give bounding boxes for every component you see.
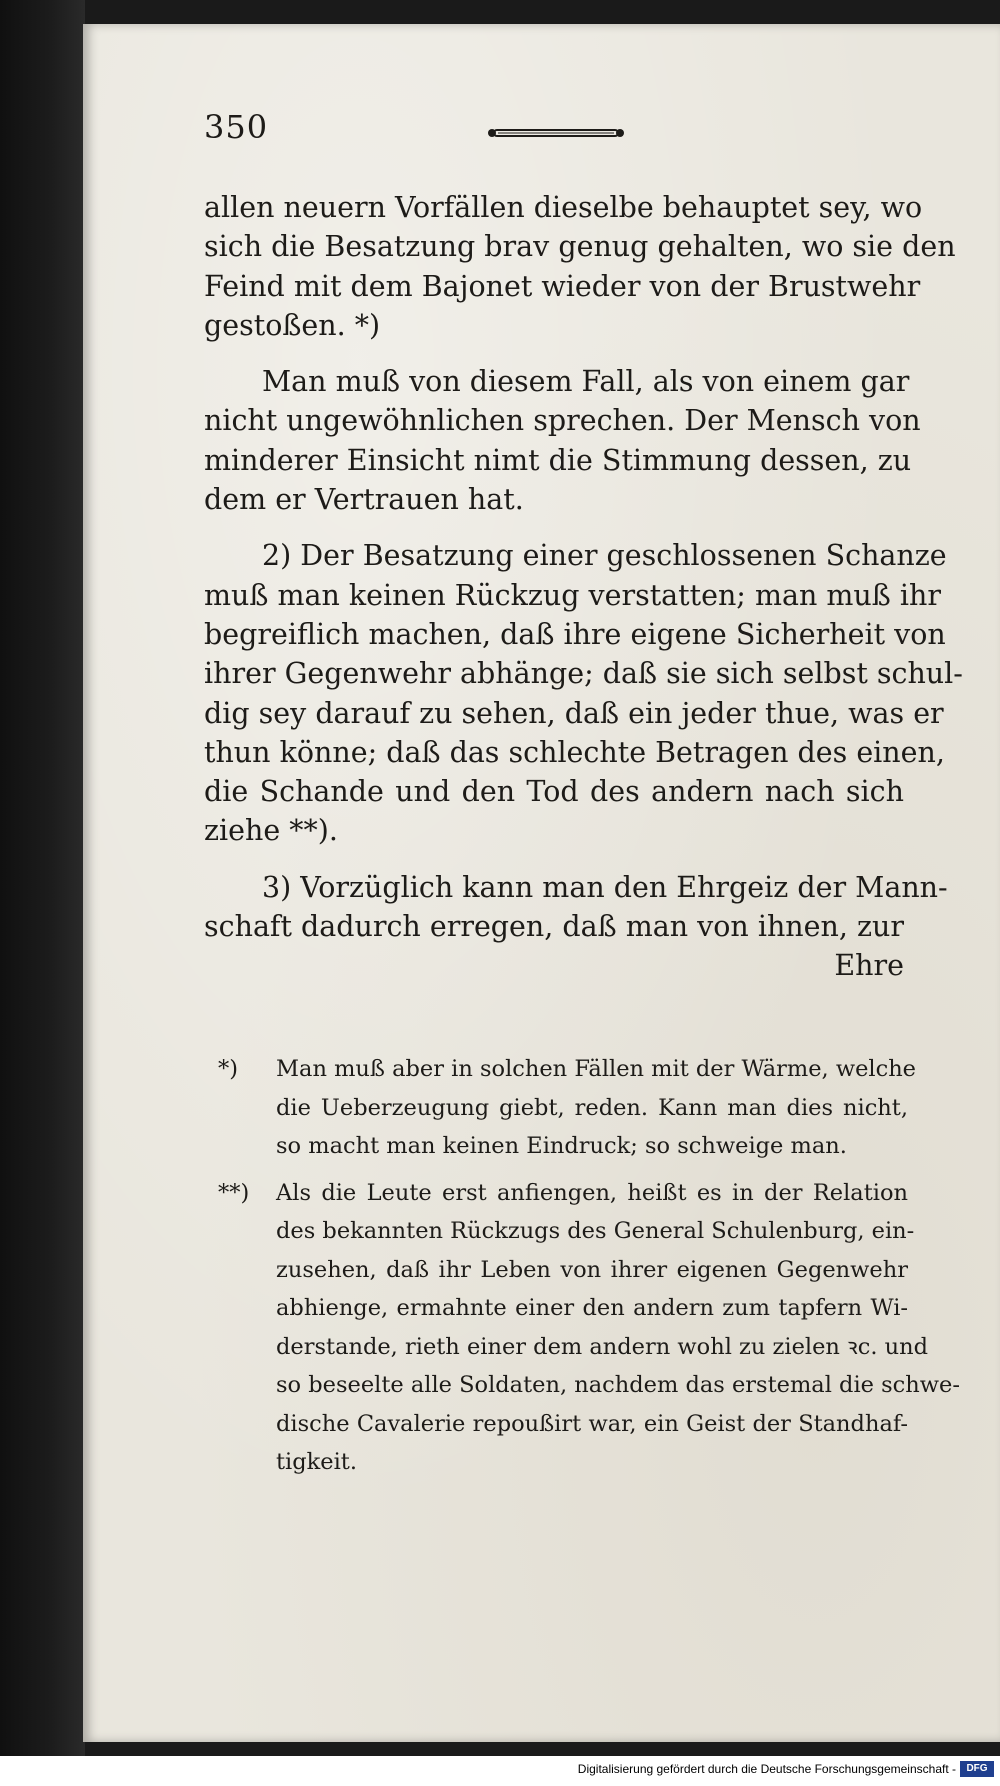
catchword: Ehre bbox=[834, 949, 904, 983]
scan-background bbox=[0, 0, 85, 1786]
paragraph-3 bbox=[204, 536, 963, 850]
text-line: Man muß von diesem Fall, als von einem gar bbox=[262, 365, 910, 399]
text-line: minderer Einsicht nimt die Stimmung dessen, zu bbox=[204, 443, 912, 477]
footnote-1 bbox=[218, 1050, 916, 1166]
footnote-line: dische Cavalerie repoußirt war, ein Geist der Standhaf- bbox=[276, 1410, 908, 1437]
main-text bbox=[204, 188, 963, 986]
footnotes bbox=[218, 1050, 960, 1490]
footnote-line: die Ueberzeugung giebt, reden. Kann man dies nicht, bbox=[276, 1094, 908, 1121]
footnote-line: Man muß aber in solchen Fällen mit der Wärme, welche bbox=[276, 1056, 916, 1082]
footnote-mark: **) bbox=[218, 1179, 250, 1206]
text-line: 2) Der Besatzung einer geschlossenen Schanze bbox=[262, 539, 947, 573]
text-line: ihrer Gegenwehr abhänge; daß sie sich selbst schul- bbox=[204, 657, 963, 691]
footer-banner bbox=[0, 1756, 1000, 1786]
footnote-2 bbox=[218, 1174, 960, 1482]
footnote-mark: *) bbox=[218, 1056, 239, 1082]
footnote-line: Als die Leute erst anfiengen, heißt es in der Relation bbox=[276, 1179, 908, 1206]
footnote-line: abhienge, ermahnte einer den andern zum tapfern Wi- bbox=[276, 1295, 908, 1321]
text-line: Feind mit dem Bajonet wieder von der Brustwehr bbox=[204, 269, 921, 303]
page-number: 350 bbox=[204, 108, 269, 146]
funding-credit: Digitalisierung gefördert durch die Deutsche Forschungsgemeinschaft - bbox=[577, 1762, 956, 1776]
header-ornament bbox=[484, 124, 628, 142]
text-line: gestoßen. *) bbox=[204, 308, 381, 342]
text-line: dig sey darauf zu sehen, daß ein jeder thue, was er bbox=[204, 696, 944, 730]
text-line: nicht ungewöhnlichen sprechen. Der Mensch von bbox=[204, 404, 921, 438]
dfg-logo: DFG bbox=[960, 1761, 994, 1777]
text-line: 3) Vorzüglich kann man den Ehrgeiz der Mann- bbox=[262, 870, 948, 904]
footnote-line: derstande, rieth einer dem andern wohl zu zielen ꝛc. und bbox=[276, 1333, 929, 1360]
text-line: dem er Vertrauen hat. bbox=[204, 483, 524, 517]
footnote-line: des bekannten Rückzugs des General Schulenburg, ein- bbox=[276, 1218, 915, 1244]
text-line: die Schande und den Tod des andern nach sich bbox=[204, 775, 904, 809]
text-line: ziehe **). bbox=[204, 814, 338, 848]
text-line: sich die Besatzung brav genug gehalten, wo sie den bbox=[204, 230, 956, 264]
footnote-line: so macht man keinen Eindruck; so schweige man. bbox=[276, 1133, 847, 1159]
paragraph-4 bbox=[204, 868, 948, 986]
paragraph-2 bbox=[204, 362, 921, 519]
text-line: allen neuern Vorfällen dieselbe behauptet sey, wo bbox=[204, 191, 923, 224]
text-line: schaft dadurch erregen, daß man von ihnen, zur bbox=[204, 910, 904, 944]
text-line: muß man keinen Rückzug verstatten; man muß ihr bbox=[204, 578, 941, 612]
text-line: begreiflich machen, daß ihre eigene Sicherheit von bbox=[204, 617, 946, 651]
footnote-line: zusehen, daß ihr Leben von ihrer eigenen Gegenwehr bbox=[276, 1256, 908, 1283]
paragraph-1 bbox=[204, 188, 956, 345]
text-line: thun könne; daß das schlechte Betragen des einen, bbox=[204, 735, 945, 769]
footnote-line: tigkeit. bbox=[276, 1449, 357, 1475]
footnote-line: so beseelte alle Soldaten, nachdem das erstemal die schwe- bbox=[276, 1372, 960, 1398]
